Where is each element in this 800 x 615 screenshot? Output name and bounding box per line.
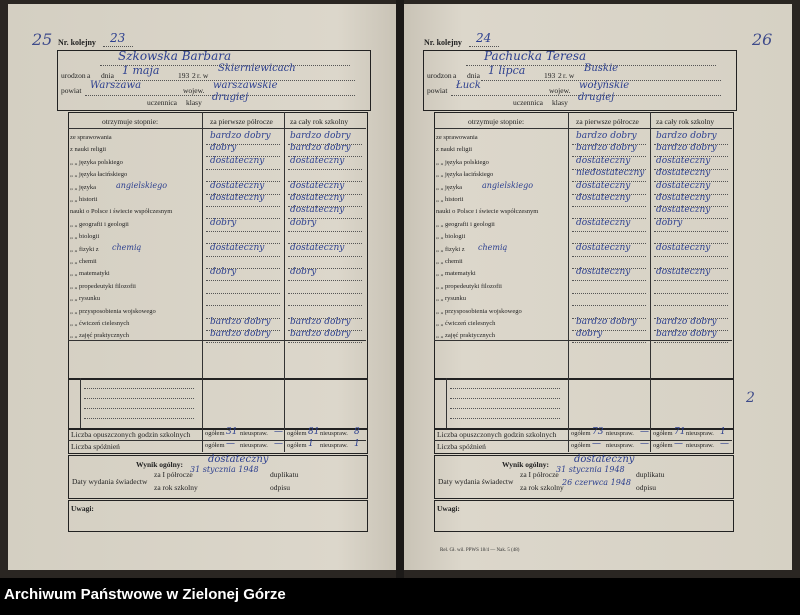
archive-caption: Archiwum Państwowe w Zielonej Górze — [4, 586, 286, 603]
physics-with: chemią — [112, 242, 142, 252]
grade-full-year: bardzo dobry — [290, 317, 351, 327]
grade-full-year: dostateczny — [656, 267, 711, 278]
grade-first-half: dostateczny — [210, 180, 265, 191]
date-first-half: 31 stycznia 1948 — [556, 465, 625, 474]
physics-with: chemią — [478, 242, 508, 252]
grade-first-half: dostateczny — [576, 180, 631, 191]
late-unexc-first: — — [640, 439, 649, 449]
cert-label: Daty wydania świadectw — [72, 477, 148, 486]
grade-line-first — [206, 206, 280, 207]
late-total-first: — — [592, 439, 601, 449]
powiat-value: Łuck — [456, 80, 481, 91]
extra-divider-b — [202, 378, 203, 428]
extra-subjects-line — [68, 340, 366, 341]
birth-day: 1 lipca — [488, 64, 526, 77]
grade-full-year: bardzo dobry — [656, 317, 717, 327]
grade-line-year — [654, 256, 728, 257]
student-name: Pachucka Teresa — [484, 49, 587, 63]
abs-unexc-year: 1 — [720, 427, 726, 437]
woj-label: wojew. — [183, 86, 205, 95]
grades-col-divider-2 — [650, 112, 651, 378]
grade-first-half: bardzo dobry — [576, 143, 637, 154]
late-total-first: — — [226, 439, 235, 449]
uczen-label: uczennica — [147, 98, 177, 107]
absences-label: Liczba opuszczonych godzin szkolnych — [71, 430, 191, 439]
powiat-label: powiat — [427, 86, 448, 95]
notes-label: Uwagi: — [437, 504, 460, 513]
absence-mid-line — [68, 440, 366, 441]
extra-divider-a — [446, 378, 447, 428]
abs-total-year: 71 — [674, 427, 686, 437]
grade-first-half: bardzo dobry — [210, 317, 271, 327]
grade-full-year: dostateczny — [656, 242, 711, 253]
grade-line-year — [654, 305, 728, 306]
grade-line-year — [654, 231, 728, 232]
woj-value: warszawskie — [213, 80, 278, 91]
subject-label: „ „ języka — [436, 183, 462, 191]
birth-place: Buskie — [584, 63, 619, 74]
class-value: drugiej — [212, 92, 249, 103]
unexcused-label: nieuspraw. — [686, 430, 714, 437]
late-label: Liczba spóźnień — [71, 442, 120, 451]
total-label: ogółem — [571, 430, 591, 437]
grade-line-first — [572, 293, 646, 294]
subject-label: „ „ matematyki — [70, 270, 110, 278]
grade-line-first — [206, 256, 280, 257]
grade-full-year: dostateczny — [290, 180, 345, 191]
subject-label: „ „ biologii — [70, 233, 100, 241]
grades-header-line — [68, 128, 366, 129]
grade-line-first — [206, 293, 280, 294]
absence-mid-line — [434, 440, 732, 441]
abs-unexc-first: — — [274, 427, 283, 437]
grade-first-half: dostateczny — [576, 193, 631, 203]
grades-col-divider-1 — [568, 112, 569, 378]
extra-subjects-box — [68, 378, 368, 430]
full-year-header: za cały rok szkolny — [290, 117, 349, 126]
subject-label: „ „ propedeutyki filozofii — [436, 282, 502, 290]
grade-first-half: dobry — [210, 217, 237, 228]
grade-full-year: bardzo dobry — [656, 131, 717, 141]
grade-line-year — [288, 280, 362, 281]
extra-line — [84, 408, 194, 409]
grade-first-half: bardzo dobry — [576, 131, 637, 141]
book-spine — [396, 0, 404, 578]
first-half-header: za pierwsze półrocze — [210, 117, 273, 126]
grade-first-half: bardzo dobry — [210, 329, 271, 340]
nr-value: 23 — [110, 31, 126, 45]
total-label: ogółem — [205, 442, 225, 449]
subject-label: „ „ języka — [70, 183, 96, 191]
extra-line — [450, 388, 560, 389]
extra-line — [450, 408, 560, 409]
grade-full-year: dostateczny — [290, 205, 345, 216]
grade-first-half: dostateczny — [576, 217, 631, 228]
r-label: r. w — [563, 71, 575, 80]
margin-note: 2 — [746, 390, 755, 406]
grade-full-year: dobry — [290, 267, 317, 278]
abs-unexc-first: — — [640, 427, 649, 437]
grade-first-half: bardzo dobry — [576, 317, 637, 327]
abs-total-first: 31 — [226, 427, 238, 437]
subject-label: „ „ przysposobienia wojskowego — [436, 307, 522, 315]
subject-label: „ „ fizyki z — [436, 245, 465, 253]
extra-line — [84, 398, 194, 399]
subject-label: ze sprawowania — [436, 134, 478, 141]
grade-line-year — [288, 305, 362, 306]
grade-full-year: bardzo dobry — [290, 329, 351, 340]
grades-header-line — [434, 128, 732, 129]
subject-label: „ „ chemii — [436, 258, 463, 265]
subject-label: „ „ zajęć praktycznych — [70, 332, 130, 340]
subject-label: „ „ matematyki — [436, 270, 476, 278]
grade-full-year: dostateczny — [656, 205, 711, 216]
grade-line-year — [654, 342, 728, 343]
subject-label: nauki o Polsce i świecie współczesnym — [70, 208, 173, 216]
grade-full-year: dostateczny — [290, 193, 345, 203]
grade-line-first — [572, 206, 646, 207]
grade-first-half: bardzo dobry — [210, 131, 271, 141]
extra-divider-b — [568, 378, 569, 428]
day-label: dnia — [467, 71, 480, 80]
duplicate-label: duplikatu — [636, 470, 665, 479]
total-label: ogółem — [287, 430, 307, 437]
subject-label: z nauki religii — [70, 146, 107, 154]
nr-line — [103, 46, 133, 47]
extra-divider-c — [650, 378, 651, 428]
extra-line — [450, 398, 560, 399]
total-label: ogółem — [287, 442, 307, 449]
absences-label: Liczba opuszczonych godzin szkolnych — [437, 430, 557, 439]
grade-line-first — [206, 231, 280, 232]
grade-first-half: dostateczny — [576, 155, 631, 166]
grade-full-year: dostateczny — [656, 168, 711, 179]
grade-line-year — [288, 293, 362, 294]
subject-label: „ „ geografii i geologii — [436, 220, 495, 228]
unexcused-label: nieuspraw. — [606, 442, 634, 449]
unexcused-label: nieuspraw. — [320, 430, 348, 437]
page-number: 25 — [32, 30, 53, 49]
unexcused-label: nieuspraw. — [320, 442, 348, 449]
subject-label: „ „ rysunku — [436, 295, 466, 303]
late-unexc-first: — — [274, 439, 283, 449]
grade-line-year — [654, 293, 728, 294]
year-prefix: 193 — [178, 71, 190, 80]
copy-label: odpisu — [270, 483, 291, 492]
grade-first-half: dostateczny — [210, 155, 265, 166]
subject-label: „ „ geografii i geologii — [70, 220, 129, 228]
grade-line-year — [288, 231, 362, 232]
notes-box — [434, 500, 734, 532]
result-value: dostateczny — [574, 454, 635, 465]
subject-label: „ „ języka polskiego — [70, 158, 123, 166]
r-label: r. w — [197, 71, 209, 80]
grade-full-year: bardzo dobry — [290, 143, 351, 154]
grade-full-year: dostateczny — [290, 242, 345, 253]
date-first-half: 31 stycznia 1948 — [190, 465, 259, 474]
grade-line-first — [206, 169, 280, 170]
unexcused-label: nieuspraw. — [606, 430, 634, 437]
extra-divider-a — [80, 378, 81, 428]
grade-first-half: dostateczny — [576, 242, 631, 253]
born-label: urodzon — [61, 71, 86, 80]
grade-line-first — [206, 305, 280, 306]
grades-header: otrzymuje stopnie: — [468, 117, 525, 126]
powiat-value: Warszawa — [90, 80, 142, 91]
full-year-header: za cały rok szkolny — [656, 117, 715, 126]
grade-first-half: niedostateczny — [576, 168, 645, 179]
extra-line — [450, 418, 560, 419]
grade-line-year — [288, 342, 362, 343]
woj-value: wołyńskie — [579, 80, 630, 91]
abs-total-first: 73 — [592, 427, 604, 437]
grade-line-first — [206, 342, 280, 343]
grade-first-half: dobry — [576, 329, 603, 340]
grade-full-year: bardzo dobry — [290, 131, 351, 141]
late-total-year: — — [674, 439, 683, 449]
nr-value: 24 — [476, 31, 492, 45]
nr-line — [469, 46, 499, 47]
subject-label: „ „ historii — [70, 196, 98, 203]
grade-line-year — [288, 256, 362, 257]
result-label: Wynik ogólny: — [136, 460, 184, 469]
language-name: angielskiego — [116, 180, 168, 190]
total-label: ogółem — [653, 442, 673, 449]
subject-label: „ „ przysposobienia wojskowego — [70, 307, 156, 315]
extra-line — [84, 418, 194, 419]
grade-line-first — [572, 280, 646, 281]
first-half-label: za I półrocze — [520, 470, 559, 479]
subject-label: „ „ biologii — [436, 233, 466, 241]
grade-first-half: dobry — [210, 267, 237, 278]
grade-full-year: bardzo dobry — [656, 143, 717, 154]
birth-year: 2 — [192, 71, 196, 80]
grade-full-year: dostateczny — [290, 155, 345, 166]
subject-label: „ „ fizyki z — [70, 245, 99, 253]
date-school-year: 26 czerwca 1948 — [562, 478, 631, 487]
extra-subjects-box — [434, 378, 734, 430]
extra-divider-c — [284, 378, 285, 428]
woj-label: wojew. — [549, 86, 571, 95]
grade-line-first — [206, 280, 280, 281]
late-unexc-year: — — [720, 439, 729, 449]
result-value: dostateczny — [208, 454, 269, 465]
nr-label: Nr. kolejny — [424, 38, 462, 47]
subject-label: z nauki religii — [436, 146, 473, 154]
subject-label: ze sprawowania — [70, 134, 112, 141]
subject-label: „ „ propedeutyki filozofii — [70, 282, 136, 290]
grades-header: otrzymuje stopnie: — [102, 117, 159, 126]
grade-first-half: dostateczny — [210, 193, 265, 203]
duplicate-label: duplikatu — [270, 470, 299, 479]
subject-label: „ „ chemii — [70, 258, 97, 265]
birth-year: 2 — [558, 71, 562, 80]
class-label: klasy — [186, 98, 202, 107]
grade-first-half: dostateczny — [576, 267, 631, 278]
late-unexc-year: 1 — [354, 439, 360, 449]
school-year-label: za rok szkolny — [520, 483, 564, 492]
born-gender: a — [87, 71, 91, 80]
grade-line-first — [572, 342, 646, 343]
grade-first-half: dostateczny — [210, 242, 265, 253]
subject-label: nauki o Polsce i świecie współczesnym — [436, 208, 539, 216]
subject-label: „ „ zajęć praktycznych — [436, 332, 496, 340]
unexcused-label: nieuspraw. — [240, 430, 268, 437]
unexcused-label: nieuspraw. — [686, 442, 714, 449]
total-label: ogółem — [571, 442, 591, 449]
grade-full-year: dobry — [290, 217, 317, 228]
born-gender: a — [453, 71, 457, 80]
notes-box — [68, 500, 368, 532]
page-number: 26 — [752, 30, 773, 49]
late-label: Liczba spóźnień — [437, 442, 486, 451]
grade-line-year — [654, 280, 728, 281]
total-label: ogółem — [653, 430, 673, 437]
extra-line — [84, 388, 194, 389]
archive-footer — [0, 578, 800, 615]
born-label: urodzon — [427, 71, 452, 80]
grade-full-year: dobry — [656, 217, 683, 228]
subject-label: „ „ języka łacińskiego — [436, 171, 494, 179]
total-label: ogółem — [205, 430, 225, 437]
extra-subjects-line — [434, 340, 732, 341]
subject-label: „ „ ćwiczeń cielesnych — [436, 320, 496, 327]
powiat-label: powiat — [61, 86, 82, 95]
grade-full-year: dostateczny — [656, 155, 711, 166]
year-prefix: 193 — [544, 71, 556, 80]
copy-label: odpisu — [636, 483, 657, 492]
nr-label: Nr. kolejny — [58, 38, 96, 47]
unexcused-label: nieuspraw. — [240, 442, 268, 449]
student-name: Szkowska Barbara — [118, 49, 232, 63]
grade-line-first — [572, 256, 646, 257]
class-value: drugiej — [578, 92, 615, 103]
grade-line-first — [572, 305, 646, 306]
grade-full-year: dostateczny — [656, 180, 711, 191]
print-info: Rel. Gł. wil. PPWS 18/4 — Nak. 5 (48) — [440, 548, 520, 553]
grade-first-half: dobry — [210, 143, 237, 154]
first-half-header: za pierwsze półrocze — [576, 117, 639, 126]
uczen-label: uczennica — [513, 98, 543, 107]
grades-col-divider-1 — [202, 112, 203, 378]
abs-total-year: 81 — [308, 427, 320, 437]
class-label: klasy — [552, 98, 568, 107]
birth-place: Skierniewicach — [218, 63, 296, 74]
grade-line-year — [288, 169, 362, 170]
late-total-year: 1 — [308, 439, 314, 449]
day-label: dnia — [101, 71, 114, 80]
grade-full-year: bardzo dobry — [656, 329, 717, 340]
school-year-label: za rok szkolny — [154, 483, 198, 492]
result-label: Wynik ogólny: — [502, 460, 550, 469]
subject-label: „ „ rysunku — [70, 295, 100, 303]
birth-day: 1 maja — [122, 64, 160, 77]
first-half-label: za I półrocze — [154, 470, 193, 479]
grades-col-divider-2 — [284, 112, 285, 378]
language-name: angielskiego — [482, 180, 534, 190]
subject-label: „ „ historii — [436, 196, 464, 203]
subject-label: „ „ języka polskiego — [436, 158, 489, 166]
cert-label: Daty wydania świadectw — [438, 477, 514, 486]
grade-line-first — [572, 231, 646, 232]
subject-label: „ „ języka łacińskiego — [70, 171, 128, 179]
abs-unexc-year: 8 — [354, 427, 360, 437]
notes-label: Uwagi: — [71, 504, 94, 513]
subject-label: „ „ ćwiczeń cielesnych — [70, 320, 130, 327]
grade-full-year: dostateczny — [656, 193, 711, 203]
